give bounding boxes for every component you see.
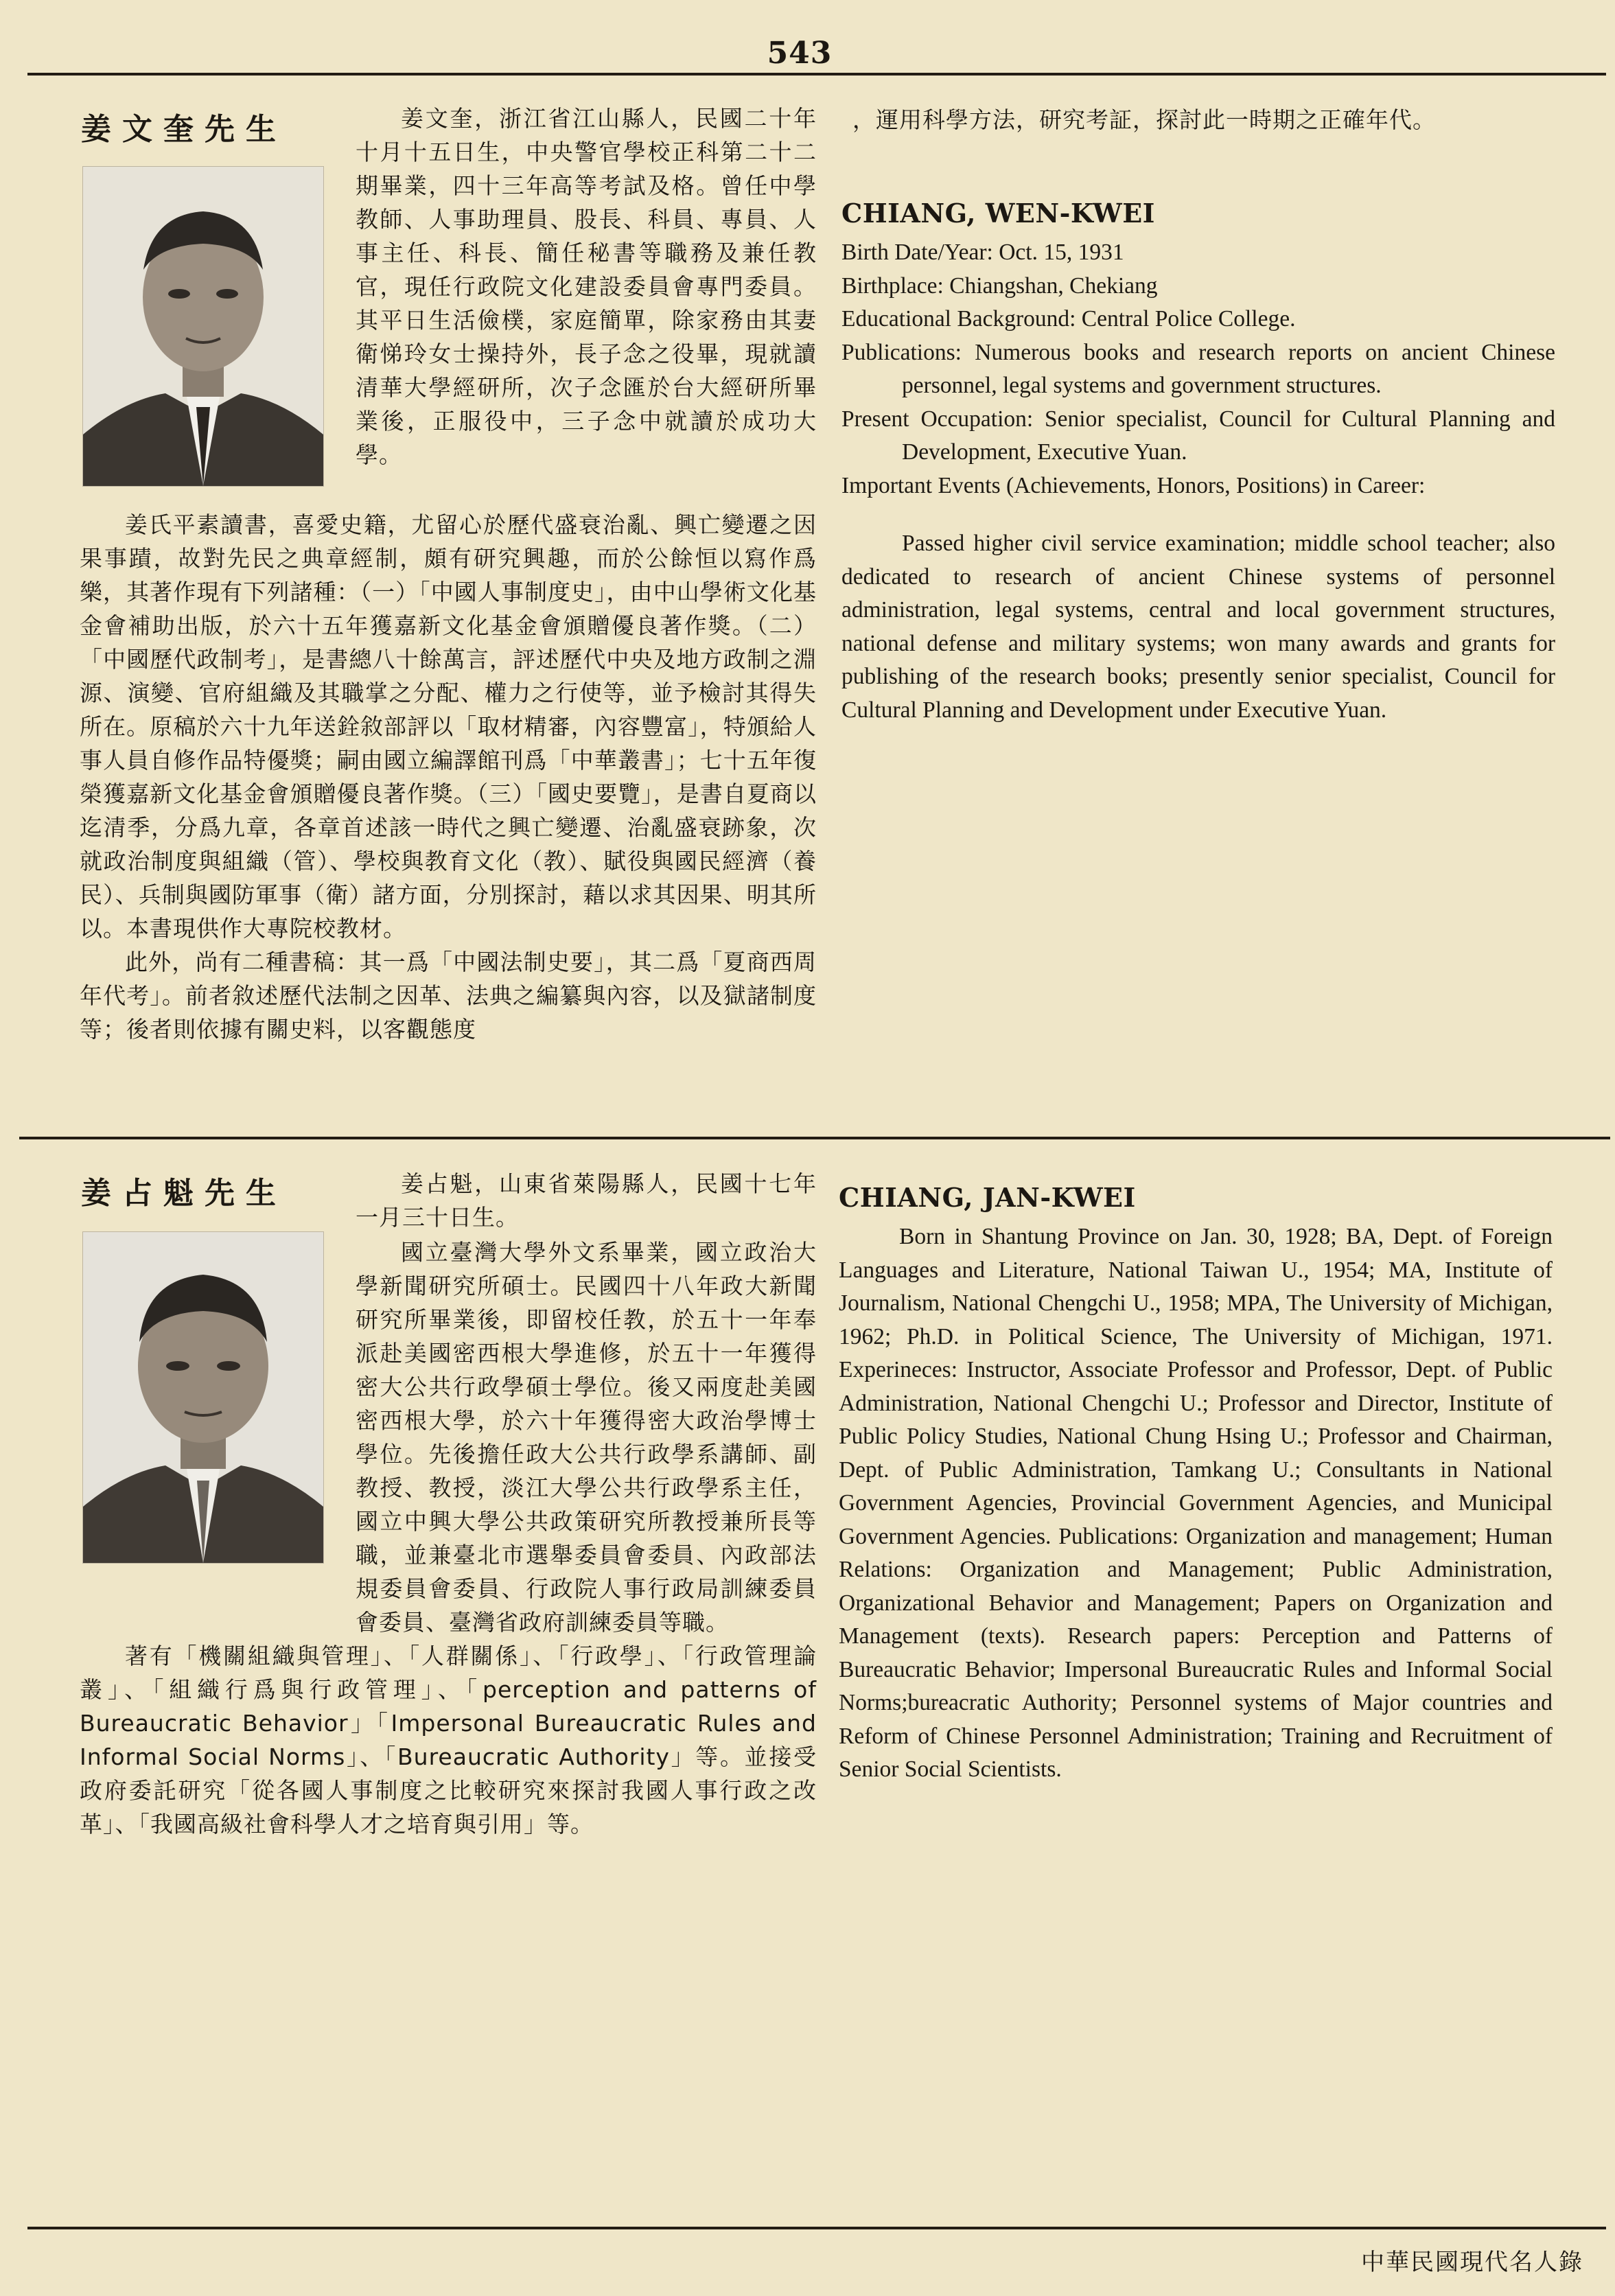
entry2-bio-cn-intro [356, 1167, 817, 1234]
entry2-bio-cn-para: 姜占魁，山東省萊陽縣人，民國十七年一月三十日生。 [356, 1170, 817, 1231]
entry1-bio-cn-intro [356, 102, 817, 472]
header-rule [27, 73, 1606, 76]
entry2-bio-cn-body [80, 1236, 817, 1841]
entry1-bio-cn-continued [852, 103, 1553, 137]
entry-divider [19, 1137, 1610, 1139]
entry1-birthplace: Birthplace: Chiangshan, Chekiang [841, 272, 1158, 299]
entry2-bio-en [839, 1220, 1553, 1787]
entry1-bio-en [841, 236, 1555, 727]
entry1-name-en: CHIANG, WEN-KWEI [841, 198, 1155, 229]
entry1-bio-cn-para: 此外，尚有二種書稿：其一爲「中國法制史要」，其二爲「夏商西周年代考」。前者敘述歷代法制之因革、法典之編纂與內容，以及獄諸制度等；後者則依據有關史料，以客觀態度 [80, 949, 817, 1043]
entry1-events-heading: Important Events (Achievements, Honors, Positions) in Career: [841, 472, 1426, 498]
entry1-occupation: Present Occupation: Senior specialist, Council for Cultural Planning and Development, Executive Yuan. [841, 406, 1555, 465]
entry2-name-cn: 姜占魁先生 [81, 1176, 287, 1211]
entry1-bio-cn-body [80, 508, 817, 1046]
page-number: 543 [767, 36, 833, 71]
portrait-photo-icon [83, 167, 323, 486]
entry1-education: Educational Background: Central Police College. [841, 306, 1296, 332]
spacer [841, 502, 1555, 527]
entry1-bio-cn-para: ，運用科學方法，研究考証，探討此一時期之正確年代。 [852, 106, 1436, 133]
entry1-events: Passed higher civil service examination; middle school teacher; also dedicated to research of ancient Chinese systems of personnel administration, legal systems, central and local government structures, national defense and military systems; won many awards and grants for publishing of the research books; presently senior specialist, Council for Cultural Planning and Development under Executive Yuan. [841, 531, 1555, 723]
entry1-bio-cn-para: 姜氏平素讀書，喜愛史籍，尤留心於歷代盛衰治亂、興亡變遷之因果事蹟，故對先民之典章經制，頗有研究興趣，而於公餘恒以寫作爲樂，其著作現有下列諸種：（一）「中國人事制度史」，由中山學術文化基金會補助出版，於六十五年獲嘉新文化基金會頒贈優良著作獎。（二）「中國歷代政制考」，是書總八十餘萬言，評述歷代中央及地方政制之淵源、演變、官府組織及其職掌之分配、權力之行使等，並予檢討其得失所在。原稿於六十九年送銓敘部評以「取材精審，內容豐富」，特頒給人事人員自修作品特優獎；嗣由國立編譯館刊爲「中華叢書」；七十五年復榮獲嘉新文化基金會頒贈優良著作獎。（三）「國史要覽」，是書自夏商以迄清季，分爲九章，各章首述該一時代之興亡變遷、治亂盛衰跡象，次就政治制度與組織（管）、學校與教育文化（教）、賦役與國民經濟（養民）、兵制與國防軍事（衛）諸方面，分別探討，藉以求其因果、明其所以。本書現供作大專院校教材。 [80, 511, 817, 942]
entry1-birth-date: Birth Date/Year: Oct. 15, 1931 [841, 240, 1124, 265]
entry2-name-en: CHIANG, JAN-KWEI [839, 1182, 1136, 1213]
entry2-bio-cn-para: 國立臺灣大學外文系畢業，國立政治大學新聞研究所碩士。民國四十八年政大新聞研究所畢業後，即留校任教，於五十一年奉派赴美國密西根大學進修，於五十一年獲得密大公共行政學碩士學位。後又兩度赴美國密西根大學，於六十年獲得密大政治學博士學位。先後擔任政大公共行政學系講師、副教授、教授，淡江大學公共行政學系主任，國立中興大學公共政策研究所教授兼所長等職，並兼臺北市選舉委員會委員、內政部法規委員會委員、行政院人事行政局訓練委員會委員、臺灣省政府訓練委員等職。 [356, 1239, 817, 1636]
footer-title: 中華民國現代名人錄 [1361, 2249, 1583, 2276]
entry1-bio-cn-para: 姜文奎，浙江省江山縣人，民國二十年十月十五日生，中央警官學校正科第二十二期畢業，四十三年高等考試及格。曾任中學教師、人事助理員、股長、科員、專員、人事主任、科長、簡任秘書等職務及兼任教官，現任行政院文化建設委員會專門委員。其平日生活儉樸，家庭簡單，除家務由其妻衛悌玲女士操持外，長子念之役畢，現就讀清華大學經研所，次子念匯於台大經研所畢業後，正服役中，三子念中就讀於成功大學。 [356, 105, 817, 468]
entry1-publications: Publications: Numerous books and research reports on ancient Chinese personnel, legal systems and government structures. [841, 339, 1555, 398]
footer-rule [27, 2227, 1606, 2229]
entry1-name-cn: 姜文奎先生 [81, 112, 287, 147]
entry1-portrait [82, 166, 324, 487]
entry2-bio-cn-para: 著有「機關組織與管理」、「人群關係」、「行政學」、「行政管理論叢」、「組織行爲與行政管理」、「perception and patterns of Bureaucratic Behavior」「Impersonal Bureaucratic Rules and Informal Social Norms」、「Bureaucratic Authority」等。並接受政府委託研究「從各國人事制度之比較研究來探討我國人事行政之改革」、「我國高級社會科學人才之培育與引用」等。 [80, 1643, 817, 1837]
entry2-bio-en-para: Born in Shantung Province on Jan. 30, 1928; BA, Dept. of Foreign Languages and Literature, National Taiwan U., 1954; MA, Institute of Journalism, National Chengchi U., 1958; MPA, The University of Michigan, 1962; Ph.D. in Political Science, The University of Michigan, 1971. Experineces: Instructor, Associate Professor and Professor, Dept. of Public Administration, National Chengchi U.; Professor and Director, Institute of Public Policy Studies, National Chung Hsing U.; Professor and Chairman, Dept. of Public Administration, Tamkang U.; Consultants in National Government Agencies, Provincial Government Agencies, and Municipal Government Agencies. Publications: Organization and management; Human Relations: Organization and Management; Public Administration, Organizational Behavior and Management; Papers on Organization and Management (texts). Research papers: Perception and Patterns of Bureaucratic Behavior; Impersonal Bureaucratic Rules and Informal Social Norms;bureacratic Authority; Personnel systems of Major countries and Reform of Chinese Personnel Administration; Training and Recruitment of Senior Social Scientists. [839, 1224, 1553, 1782]
